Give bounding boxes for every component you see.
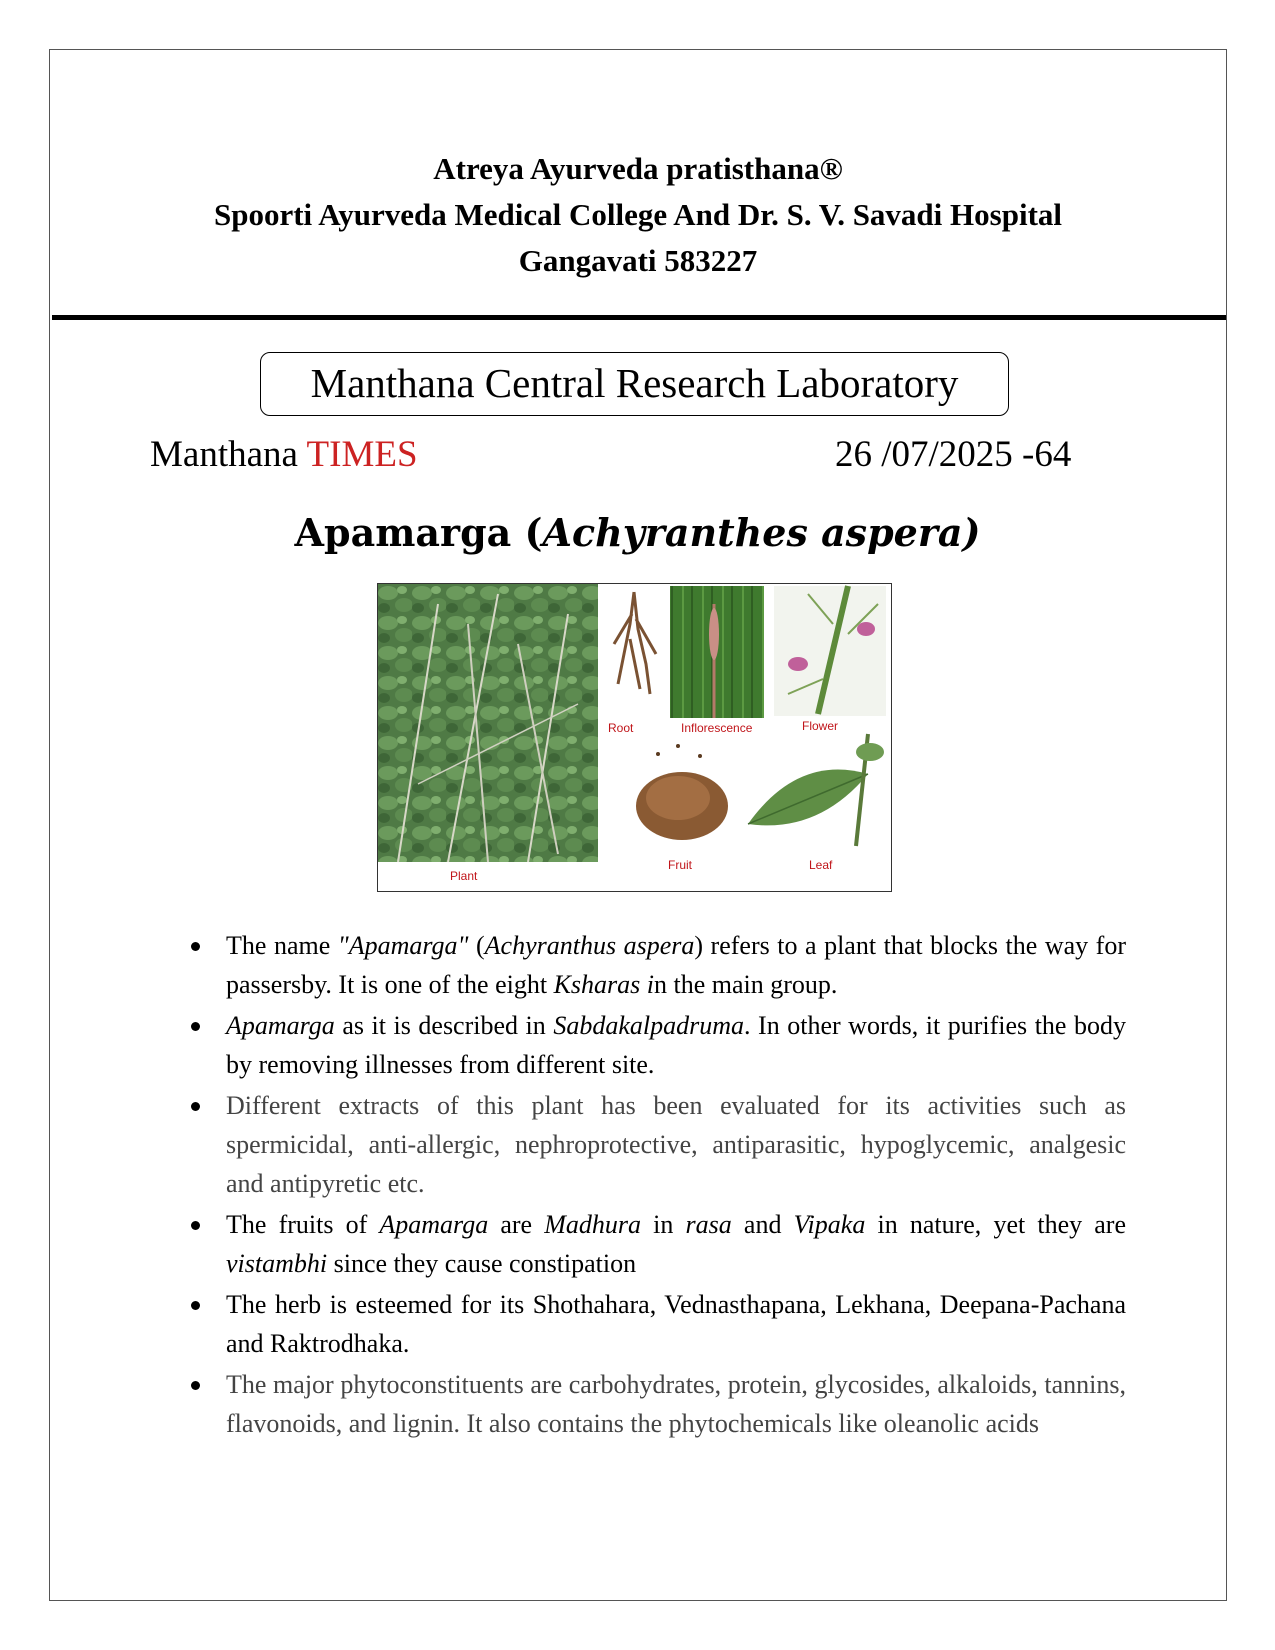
plant-common-name: Apamarga ( [294, 510, 543, 555]
italic-run: Vipaka [793, 1210, 866, 1239]
text-run: n the main group. [654, 970, 838, 999]
header-line-2: Spoorti Ayurveda Medical College And Dr. S. V. Savadi Hospital [213, 197, 1063, 232]
italic-run: Apamarga [226, 1011, 335, 1040]
fruit-photo [626, 734, 738, 846]
italic-run: Achyranthus aspera [484, 931, 695, 960]
leaf-photo [740, 734, 886, 846]
newsletter-name-black: Manthana [150, 434, 307, 475]
italic-run: vistambhi [226, 1249, 328, 1278]
header-line-3: Gangavati 583227 [518, 243, 758, 278]
newsletter-name-red: TIMES [306, 434, 418, 475]
label-flower: Flower [802, 719, 839, 733]
text-run: ( [468, 931, 485, 960]
italic-run: Ksharas i [553, 970, 654, 999]
text-run: . In other words, it purifies the body by removing illnesses from different site. [226, 1011, 1127, 1079]
header-line-1: Atreya Ayurveda pratisthana® [433, 151, 843, 186]
italic-run: Apamarga [379, 1210, 489, 1239]
lab-title: Manthana Central Research Laboratory [310, 360, 959, 406]
plant-title [0, 510, 1275, 555]
text-run: as it is described in [334, 1011, 554, 1040]
facts-list [188, 926, 1126, 1445]
text-run: in nature, yet they are [865, 1210, 1126, 1239]
text-run: ) refers to a plant that blocks the way for passersby. It is one of the eight [226, 931, 1126, 999]
plant-parts-illustration [378, 584, 890, 890]
text-run: since they cause constipation [327, 1249, 637, 1278]
flower-photo [774, 586, 886, 716]
newsletter-name [150, 430, 418, 480]
issue-date: 26 /07/2025 -64 [835, 434, 1072, 475]
italic-run: Madhura [544, 1210, 642, 1239]
list-item: Different extracts of this plant has been evaluated for its activities such as spermicidal, anti-allergic, nephroprotective, antiparasitic, hypoglycemic, analgesic and antipyretic etc. [188, 1086, 1126, 1203]
list-item: The major phytoconstituents are carbohydrates, protein, glycosides, alkaloids, tannins, flavonoids, and lignin. It also contains the phytochemicals like oleanolic acids [188, 1365, 1126, 1443]
label-plant: Plant [450, 869, 478, 883]
text-run: The name [226, 931, 338, 960]
list-item [188, 1205, 1126, 1283]
italic-run: "Apamarga" [337, 931, 469, 960]
plant-photo [378, 584, 598, 862]
text-run: The fruits of [226, 1210, 380, 1239]
label-inflorescence: Inflorescence [681, 721, 753, 735]
list-item [188, 926, 1126, 1004]
inflorescence-photo [670, 586, 764, 718]
plant-parts-figure [377, 583, 892, 892]
header-divider [52, 315, 1226, 320]
label-leaf: Leaf [809, 858, 833, 872]
label-fruit: Fruit [668, 858, 692, 872]
text-run: are [488, 1210, 545, 1239]
label-root: Root [608, 721, 634, 735]
italic-run: Sabdakalpadruma [553, 1011, 744, 1040]
text-run: and [731, 1210, 794, 1239]
italic-run: rasa [685, 1210, 732, 1239]
root-photo [606, 586, 662, 704]
list-item: The herb is esteemed for its Shothahara, Vednasthapana, Lekhana, Deepana-Pachana and Raktrodhaka. [188, 1285, 1126, 1363]
plant-botanical-name: Achyranthes aspera) [542, 510, 981, 555]
list-item [188, 1006, 1126, 1084]
text-run: in [641, 1210, 686, 1239]
institution-header [52, 146, 1224, 284]
lab-title-box [260, 352, 1009, 416]
